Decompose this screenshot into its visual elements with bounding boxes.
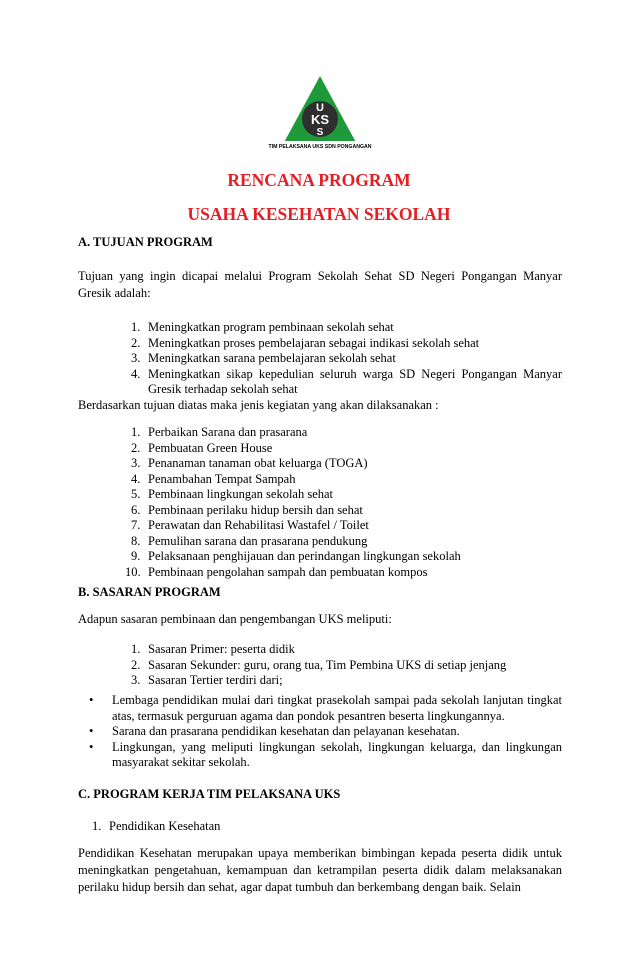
list-text: Pembinaan pengolahan sampah dan pembuatan kompos	[148, 564, 428, 579]
targets-list	[131, 642, 562, 689]
list-item	[131, 673, 562, 689]
tertiary-targets-list	[89, 693, 562, 771]
list-number: 6.	[131, 502, 141, 517]
list-item	[131, 487, 562, 503]
section-a-intro-text: Tujuan yang ingin dicapai melalui Program Sekolah Sehat SD Negeri Pongangan Manyar Gresik adalah:	[78, 269, 562, 300]
list-number: 5.	[131, 487, 141, 501]
list-text: Meningkatkan proses pembelajaran sebagai indikasi sekolah sehat	[148, 335, 480, 350]
list-item	[131, 336, 562, 352]
list-item	[131, 549, 562, 565]
list-text: Meningkatkan sarana pembelajaran sekolah sehat	[148, 351, 396, 365]
list-text: Sasaran Tertier terdiri dari;	[148, 673, 283, 687]
list-item	[131, 518, 562, 534]
list-number: 7.	[131, 518, 141, 532]
list-number: 10.	[125, 564, 141, 579]
list-item	[131, 642, 562, 658]
list-item	[131, 658, 562, 674]
logo-caption: TIM PELAKSANA UKS SDN PONGANGAN	[268, 144, 372, 150]
list-text: Pelaksanaan penghijauan dan perindangan lingkungan sekolah	[148, 549, 461, 563]
list-text: Pendidikan Kesehatan	[109, 819, 221, 833]
logo-letter-s: S	[316, 127, 324, 138]
list-text: Meningkatkan program pembinaan sekolah sehat	[148, 320, 394, 334]
section-c-heading: C. PROGRAM KERJA TIM PELAKSANA UKS	[78, 787, 341, 801]
section-b-heading: B. SASARAN PROGRAM	[78, 585, 221, 599]
section-b-intro: Adapun sasaran pembinaan dan pengembangan UKS meliputi:	[78, 612, 392, 626]
list-text: Perawatan dan Rehabilitasi Wastafel / Toilet	[148, 518, 369, 532]
bullet-item: • Lembaga pendidikan mulai dari tingkat prasekolah sampai pada sekolah lanjutan tingkat atas, termasuk perguruan agama dan pondok pesantren beserta lingkungannya.	[89, 693, 562, 724]
list-number: 2.	[131, 440, 141, 455]
health-education-paragraph: Pendidikan Kesehatan merupakan upaya memberikan bimbingan kepada peserta didik untuk meningkatkan pengetahuan, kemampuan dan ketrampilan peserta didik dalam melaksanakan perilaku hidup bersih dan sehat, agar dapat tumbuh dan berkembang dengan baik. Selain	[78, 846, 562, 894]
list-item	[125, 564, 562, 581]
list-number: 4.	[131, 366, 141, 381]
document-subtitle: USAHA KESEHATAN SEKOLAH	[187, 204, 451, 224]
list-number: 1.	[131, 320, 141, 334]
list-item	[131, 425, 562, 441]
list-item	[131, 351, 562, 367]
list-item	[131, 367, 562, 398]
list-number: 3.	[131, 351, 141, 365]
list-number: 8.	[131, 533, 141, 548]
section-a-intro	[78, 268, 562, 302]
section-a-heading: A. TUJUAN PROGRAM	[78, 235, 213, 249]
activities-list	[125, 425, 562, 580]
list-number: 1.	[131, 642, 141, 656]
list-text: Sasaran Primer: peserta didik	[148, 642, 295, 656]
list-number: 4.	[131, 471, 141, 486]
list-number: 3.	[131, 673, 141, 687]
goals-list	[131, 320, 562, 398]
logo-letters-ks: KS	[310, 112, 330, 127]
list-item	[131, 441, 562, 457]
bullet-item: • Sarana dan prasarana pendidikan kesehatan dan pelayanan kesehatan.	[89, 724, 562, 740]
program-list	[92, 819, 523, 835]
list-text: Perbaikan Sarana dan prasarana	[148, 425, 308, 439]
list-text: Sasaran Sekunder: guru, orang tua, Tim Pembina UKS di setiap jenjang	[148, 657, 507, 672]
list-item	[131, 503, 562, 519]
list-number: 9.	[131, 549, 141, 563]
activities-intro: Berdasarkan tujuan diatas maka jenis kegiatan yang akan dilaksanakan :	[78, 398, 439, 412]
list-text: Penambahan Tempat Sampah	[148, 471, 296, 486]
list-number: 2.	[131, 657, 141, 672]
list-item	[131, 472, 562, 488]
list-text: Pemulihan sarana dan prasarana pendukung	[148, 533, 368, 548]
list-text: Penanaman tanaman obat keluarga (TOGA)	[148, 456, 368, 470]
list-text: Pembinaan perilaku hidup bersih dan sehat	[148, 502, 363, 517]
list-text: Pembuatan Green House	[148, 440, 273, 455]
uks-logo	[268, 75, 372, 151]
list-text: Meningkatkan sikap kepedulian seluruh warga SD Negeri Pongangan Manyar Gresik terhadap sekolah sehat	[148, 366, 562, 396]
list-item	[131, 456, 562, 472]
logo-letter-u: U	[316, 102, 324, 114]
list-number: 2.	[131, 335, 141, 350]
list-item	[131, 320, 562, 336]
document-title: RENCANA PROGRAM	[227, 170, 411, 190]
list-item	[92, 819, 523, 835]
list-number: 1.	[131, 425, 141, 439]
list-number: 3.	[131, 456, 141, 470]
list-text: Pembinaan lingkungan sekolah sehat	[148, 487, 334, 501]
bullet-item: • Lingkungan, yang meliputi lingkungan sekolah, lingkungan keluarga, dan lingkungan masyarakat sekitar sekolah.	[89, 740, 562, 771]
list-number: 1.	[92, 819, 102, 833]
list-item	[131, 534, 562, 550]
